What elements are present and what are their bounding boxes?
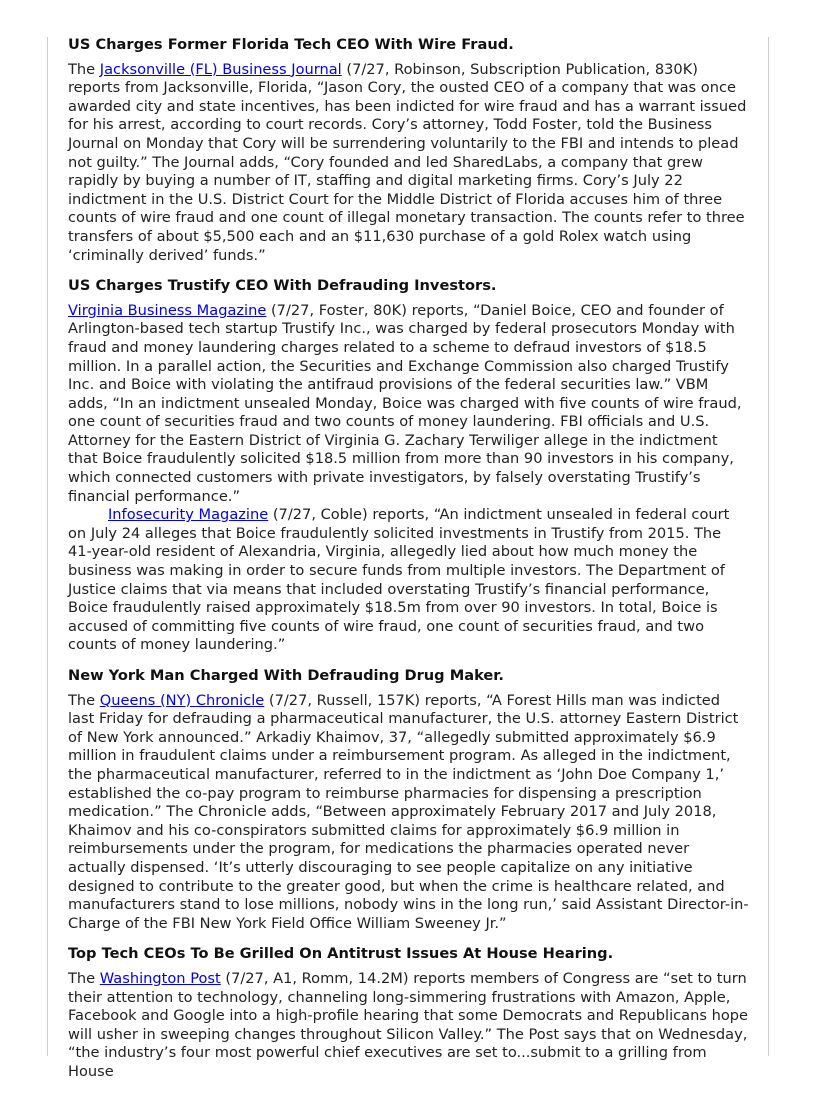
text: The	[68, 691, 100, 709]
article-trustify	[68, 277, 749, 655]
source-link[interactable]: Jacksonville (FL) Business Journal	[99, 60, 342, 78]
text: (7/27, Coble) reports, “An indictment unsealed in federal court on July 24 alleges that Boice fraudulently solicited investments in Trustify from 2015. The 41-year-old resident of Alexandria, Virginia, allegedly lied about how much money the business was making in order to secure funds from multiple investors. The Department of Justice claims that via means that included overstating Trustify’s financial performance, Boice fraudulently raised approximately $18.5m from over 90 investors. In total, Boice is accused of committing five counts of wire fraud, one count of securities fraud, and two counts of money laundering.”	[68, 506, 730, 654]
text: (7/27, Robinson, Subscription Publication, 830K) reports from Jacksonville, Florida, “Jason Cory, the ousted CEO of a company that was once awarded city and state incentives, has been indicted for wire fraud and has a warrant issued for his arrest, according to court records. Cory’s attorney, Todd Foster, told the Business Journal on Monday that Cory will be surrendering voluntarily to the FBI and intends to plead not guilty.” The Journal adds, “Cory founded and led SharedLabs, a company that grew rapidly by buying a number of IT, staffing and digital marketing firms. Cory’s July 22 indictment in the U.S. District Court for the Middle District of Florida accuses him of three counts of wire fraud and one count of illegal monetary transaction. The counts refer to three transfers of about $5,500 each and an $11,630 purchase of a gold Rolex watch using ‘criminally derived’ funds.”	[68, 60, 747, 264]
article-paragraph	[68, 692, 749, 934]
text: The	[68, 60, 100, 78]
article-title: US Charges Former Florida Tech CEO With Wire Fraud.	[68, 36, 514, 53]
article-florida-ceo	[68, 36, 749, 265]
text: (7/27, A1, Romm, 14.2M) reports members of Congress are “set to turn their attention to technology, channeling long-simmering frustrations with Amazon, Apple, Facebook and Google into a high-profile hearing that some Democrats and Republicans hope will usher in sweeping changes throughout Silicon Valley.” The Post says that on Wednesday, “the industry’s four most powerful chief executives are set to...submit to a grilling from House	[68, 969, 749, 1080]
article-paragraph	[68, 506, 749, 655]
article-tech-ceos	[68, 945, 749, 1081]
article-paragraph	[68, 970, 749, 1082]
article-paragraph	[68, 61, 749, 266]
source-link[interactable]: Infosecurity Magazine	[108, 506, 269, 524]
article-title: New York Man Charged With Defrauding Drug Maker.	[68, 667, 504, 684]
source-link[interactable]: Queens (NY) Chronicle	[99, 691, 265, 709]
article-paragraph	[68, 302, 749, 507]
right-border	[768, 37, 769, 1056]
article-title: Top Tech CEOs To Be Grilled On Antitrust Issues At House Hearing.	[68, 945, 614, 963]
news-content	[68, 36, 749, 1093]
text: (7/27, Foster, 80K) reports, “Daniel Boice, CEO and founder of Arlington-based tech startup Trustify Inc., was charged by federal prosecutors Monday with fraud and money laundering charges related to a scheme to defraud investors of $18.5 million. In a parallel action, the Securities and Exchange Commission also charged Trustify Inc. and Boice with violating the antifraud provisions of the federal securities law.” VBM adds, “In an indictment unsealed Monday, Boice was charged with five counts of wire fraud, one count of securities fraud and two counts of money laundering. FBI officials and U.S. Attorney for the Eastern District of Virginia G. Zachary Terwiliger allege in the indictment that Boice fraudulently solicited $18.5 million from more than 90 investors in his company, which connected customers with private investigators, by falsely overstating Trustify’s financial performance.”	[68, 301, 742, 505]
article-drug-maker	[68, 667, 749, 933]
source-link[interactable]: Virginia Business Magazine	[68, 301, 267, 319]
left-border	[47, 37, 48, 1056]
text: The	[68, 969, 100, 987]
source-link[interactable]: Washington Post	[99, 969, 221, 987]
text: (7/27, Russell, 157K) reports, “A Forest Hills man was indicted last Friday for defrauding a pharmaceutical manufacturer, the U.S. attorney Eastern District of New York announced.” Arkadiy Khaimov, 37, “allegedly submitted approximately $6.9 million in fraudulent claims under a reimbursement program. As alleged in the indictment, the pharmaceutical manufacturer, referred to in the indictment as ‘John Doe Company 1,’ established the co-pay program to reimburse pharmacies for dispensing a prescription medication.” The Chronicle adds, “Between approximately February 2017 and July 2018, Khaimov and his co-conspirators submitted claims for approximately $6.9 million in reimbursements under the program, for medications the pharmacies operated never actually dispensed. ‘It’s utterly discouraging to see people capitalize on any initiative designed to contribute to the greater good, but when the crime is healthcare related, and manufacturers stand to lose millions, nobody wins in the long run,’ said Assistant Director-in-Charge of the FBI New York Field Office William Sweeney Jr.”	[68, 691, 749, 932]
article-title: US Charges Trustify CEO With Defrauding Investors.	[68, 277, 497, 295]
